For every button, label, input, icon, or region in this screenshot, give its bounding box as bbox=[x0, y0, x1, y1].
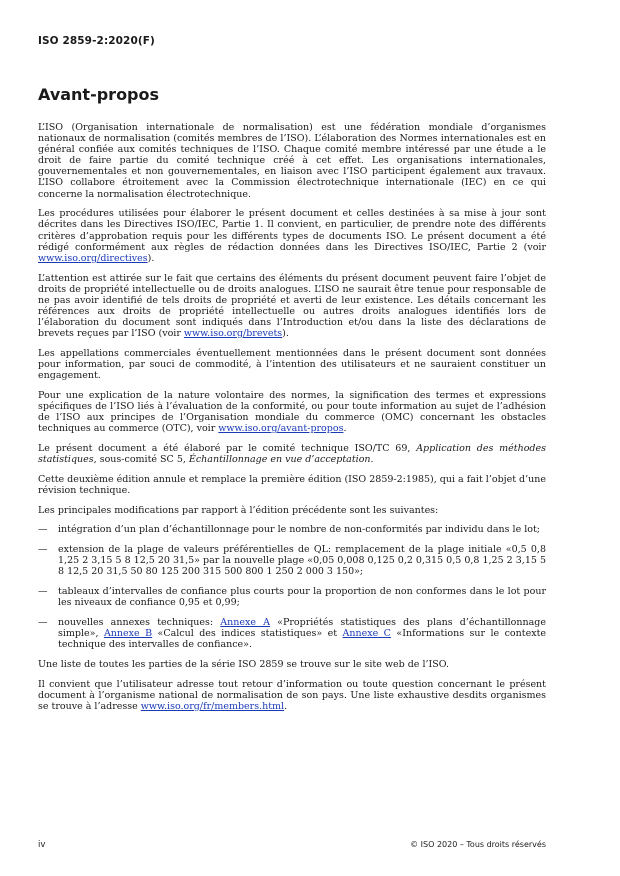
paragraph-patents bbox=[38, 273, 546, 340]
paragraph-procedures bbox=[38, 208, 546, 263]
paragraph-series-list: Une liste de toutes les parties de la série ISO 2859 se trouve sur le site web de l’ISO. bbox=[38, 658, 450, 670]
paragraph-procedures-text: Les procédures utilisées pour élaborer le présent document et celles destinées à sa mise à jour sont décrites dans les Directives ISO/IEC, Partie 1. Il convient, en particulier, de prendre note des différents critères d’approbation requis pour les différents types de documents ISO. Le présent document a été rédigé conformément aux règles de rédaction données dans les Directives ISO/IEC, Partie 2 (voir bbox=[38, 208, 546, 253]
annex-text-b: «Propriétés statistiques des plans d’échantillonnage simple», bbox=[58, 616, 547, 640]
list-item-text: tableaux d’intervalles de confiance plus courts pour la proportion de non conformes dans le lot pour les niveaux de confiance 0,95 et 0,99; bbox=[58, 586, 546, 609]
paragraph-iso-intro: L’ISO (Organisation internationale de normalisation) est une fédération mondiale d’organismes nationaux de normalisation (comités membres de l’ISO). L’élaboration des Normes internationales est en général confiée aux comités techniques de l’ISO. Chaque comité membre intéressé par une étude a le droit de faire partie du comité technique créé à cet effet. Les organisations internationales, gouvernementales et non gouvernementales, en liaison avec l’ISO participent également aux travaux. L’ISO collabore étroitement avec la Commission électrotechnique internationale (IEC) en ce qui concerne la normalisation électrotechnique. bbox=[38, 122, 546, 200]
annex-b-link[interactable]: Annexe B bbox=[103, 628, 153, 640]
paragraph-voluntary-nature bbox=[38, 390, 546, 434]
copyright-notice: © ISO 2020 – Tous droits réservés bbox=[410, 840, 546, 849]
list-item bbox=[38, 586, 546, 608]
patents-link[interactable]: www.iso.org/brevets bbox=[183, 327, 283, 339]
paragraph-edition: Cette deuxième édition annule et remplace la première édition (ISO 2859-2:1985), qui a fait l’objet d’une révision technique. bbox=[38, 473, 547, 496]
paragraph-committee bbox=[38, 443, 546, 465]
committee-title: Application des méthodes statistiques bbox=[38, 442, 546, 465]
feedback-text: Il convient que l’utilisateur adresse tout retour d’information ou toute question concernant le présent document à l’organisme national de normalisation de son pays. Une liste exhaustive desdits organismes se trouve à l’adresse bbox=[38, 678, 546, 712]
committee-text: Le présent document a été élaboré par le comité technique ISO/TC 69, bbox=[38, 442, 417, 454]
list-dash: — bbox=[38, 586, 48, 598]
list-item-text: extension de la plage de valeurs préférentielles de QL: remplacement de la plage initiale «0,5 0,8 1,25 2 3,15 5 8 12,5 20 31,5» par la nouvelle plage «0,05 0,008 0,125 0,2 0,315 0,5 0,8 1,25 2 3,15 5 8 12,5 20 31,5 50 80 125 200 315 500 800 1 250 2 000 3 150»; bbox=[58, 544, 546, 578]
list-dash: — bbox=[38, 544, 48, 556]
committee-end: . bbox=[370, 453, 374, 465]
list-item bbox=[38, 617, 546, 650]
list-item bbox=[38, 544, 546, 577]
paragraph-patents-text: L’attention est attirée sur le fait que certains des éléments du présent document peuvent faire l’objet de droits de propriété intellectuelle ou de droits analogues. L’ISO ne saurait être tenue pour responsable de ne pas avoir identifié de tels droits de propriété et averti de leur existence. Les détails concernant les références aux droits de propriété intellectuelle ou autres droits analogues identifiés lors de l’élaboration du document sont indiqués dans l’Introduction et/ou dans la liste des déclarations de brevets reçues par l’ISO (voir bbox=[38, 272, 546, 339]
paragraph-voluntary-end: . bbox=[343, 423, 347, 434]
annex-text-c: «Calcul des indices statistiques» et bbox=[152, 628, 343, 640]
paragraph-changes-intro: Les principales modifications par rapport à l’édition précédente sont les suivantes: bbox=[38, 504, 439, 516]
annex-text-d: «Informations sur le contexte technique des intervalles de confiance». bbox=[58, 628, 547, 651]
document-id-header: ISO 2859-2:2020(F) bbox=[38, 35, 155, 47]
paragraph-patents-end: ). bbox=[282, 327, 289, 339]
paragraph-procedures-end: ). bbox=[147, 252, 155, 264]
list-dash: — bbox=[38, 616, 48, 628]
list-dash: — bbox=[38, 524, 48, 536]
committee-mid: , sous-comité SC 5, bbox=[93, 453, 189, 465]
foreword-body bbox=[38, 122, 546, 712]
subcommittee-title: Échantillonnage en vue d’acceptation bbox=[188, 453, 371, 465]
members-link[interactable]: www.iso.org/fr/members.html bbox=[140, 700, 285, 712]
list-item-text bbox=[58, 617, 546, 650]
foreword-link[interactable]: www.iso.org/avant-propos bbox=[218, 423, 344, 434]
paragraph-trade-names: Les appellations commerciales éventuellement mentionnées dans le présent document sont données pour information, par souci de commodité, à l’intention des utilisateurs et ne sauraient constituer un engagement. bbox=[38, 347, 546, 381]
directives-link[interactable]: www.iso.org/directives bbox=[38, 252, 148, 264]
paragraph-voluntary-text: Pour une explication de la nature volontaire des normes, la signification des termes et expressions spécifiques de l’ISO liés à l’évaluation de la conformité, ou pour toute information au sujet de l’adhésion de l’ISO aux principes de l’Organisation mondiale du commerce (OMC) concernant les obstacles techniques au commerce (OTC), voir bbox=[38, 389, 546, 434]
annex-a-link[interactable]: Annexe A bbox=[220, 616, 270, 628]
annex-c-link[interactable]: Annexe C bbox=[342, 628, 391, 640]
paragraph-feedback bbox=[38, 679, 546, 712]
list-item-text: intégration d’un plan d’échantillonnage pour le nombre de non-conformités par individu dans le lot; bbox=[58, 524, 540, 536]
page-title: Avant-propos bbox=[38, 85, 160, 104]
annex-text-a: nouvelles annexes techniques: bbox=[58, 616, 221, 628]
feedback-end: . bbox=[284, 700, 288, 712]
page-number: iv bbox=[38, 840, 46, 850]
list-item bbox=[38, 524, 546, 535]
